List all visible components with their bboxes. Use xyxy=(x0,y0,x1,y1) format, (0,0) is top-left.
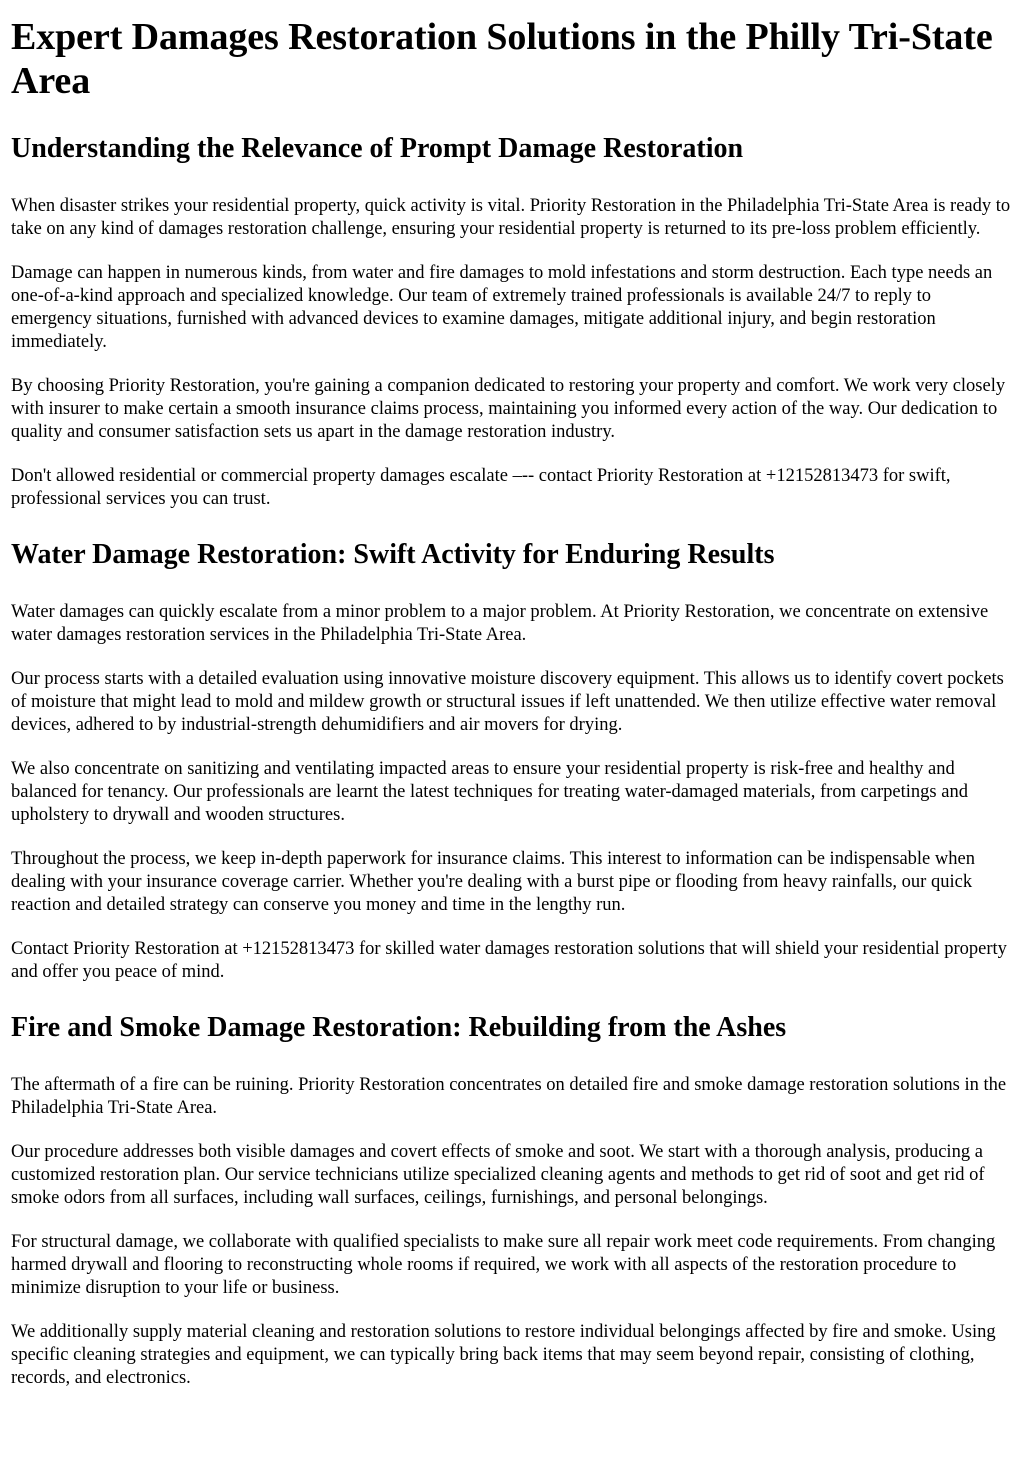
paragraph: Water damages can quickly escalate from a minor problem to a major problem. At Priority Restoration, we concentrate on extensive water damages restoration services in the Philadelphia Tri-State Area. xyxy=(11,602,989,645)
section-fire-smoke-damage xyxy=(11,1011,1016,1390)
paragraph: Our procedure addresses both visible damages and covert effects of smoke and soot. We start with a thorough analysis, producing a customized restoration plan. Our service technicians utilize specialized cleaning agents and methods to get rid of soot and get rid of smoke odors from all surfaces, including wall surfaces, ceilings, furnishings, and personal belongings. xyxy=(11,1142,985,1208)
paragraph: Don't allowed residential or commercial property damages escalate –-- contact Priority Restoration at +12152813473 for swift, professional services you can trust. xyxy=(11,466,951,509)
article xyxy=(0,15,1024,1390)
paragraph: By choosing Priority Restoration, you're gaining a companion dedicated to restoring your property and comfort. We work very closely with insurer to make certain a smooth insurance claims process, maintaining you informed every action of the way. Our dedication to quality and consumer satisfaction sets us apart in the damage restoration industry. xyxy=(11,376,1006,442)
section-heading: Water Damage Restoration: Swift Activity for Enduring Results xyxy=(11,539,775,570)
paragraph: Our process starts with a detailed evaluation using innovative moisture discovery equipment. This allows us to identify covert pockets of moisture that might lead to mold and mildew growth or structural issues if left unattended. We then utilize effective water removal devices, adhered to by industrial-strength dehumidifiers and air movers for drying. xyxy=(11,669,1004,735)
page-title: Expert Damages Restoration Solutions in the Philly Tri-State Area xyxy=(11,16,993,102)
paragraph: For structural damage, we collaborate with qualified specialists to make sure all repair work meet code requirements. From changing harmed drywall and flooring to reconstructing whole rooms if required, we work with all aspects of the restoration procedure to minimize disruption to your life or business. xyxy=(11,1232,996,1298)
section-water-damage xyxy=(11,538,1016,984)
paragraph: Damage can happen in numerous kinds, from water and fire damages to mold infestations and storm destruction. Each type needs an one-of-a-kind approach and specialized knowledge. Our team of extremely trained professionals is available 24/7 to reply to emergency situations, furnished with advanced devices to examine damages, mitigate additional injury, and begin restoration immediately. xyxy=(11,263,993,352)
paragraph: We additionally supply material cleaning and restoration solutions to restore individual belongings affected by fire and smoke. Using specific cleaning strategies and equipment, we can typically bring back items that may seem beyond repair, consisting of clothing, records, and electronics. xyxy=(11,1322,996,1388)
paragraph: We also concentrate on sanitizing and ventilating impacted areas to ensure your residential property is risk-free and healthy and balanced for tenancy. Our professionals are learnt the latest techniques for treating water-damaged materials, from carpetings and upholstery to drywall and wooden structures. xyxy=(11,759,968,825)
paragraph: The aftermath of a fire can be ruining. Priority Restoration concentrates on detailed fire and smoke damage restoration solutions in the Philadelphia Tri-State Area. xyxy=(11,1075,1007,1118)
paragraph: Throughout the process, we keep in-depth paperwork for insurance claims. This interest to information can be indispensable when dealing with your insurance coverage carrier. Whether you're dealing with a burst pipe or flooding from heavy rainfalls, our quick reaction and detailed strategy can conserve you money and time in the lengthy run. xyxy=(11,849,975,915)
paragraph: When disaster strikes your residential property, quick activity is vital. Priority Restoration in the Philadelphia Tri-State Area is ready to take on any kind of damages restoration challenge, ensuring your residential property is returned to its pre-loss problem efficiently. xyxy=(11,196,1011,239)
section-heading: Understanding the Relevance of Prompt Damage Restoration xyxy=(11,133,744,164)
paragraph: Contact Priority Restoration at +12152813473 for skilled water damages restoration solutions that will shield your residential property and offer you peace of mind. xyxy=(11,939,1007,982)
section-prompt-restoration xyxy=(11,132,1016,511)
section-heading: Fire and Smoke Damage Restoration: Rebuilding from the Ashes xyxy=(11,1012,787,1043)
